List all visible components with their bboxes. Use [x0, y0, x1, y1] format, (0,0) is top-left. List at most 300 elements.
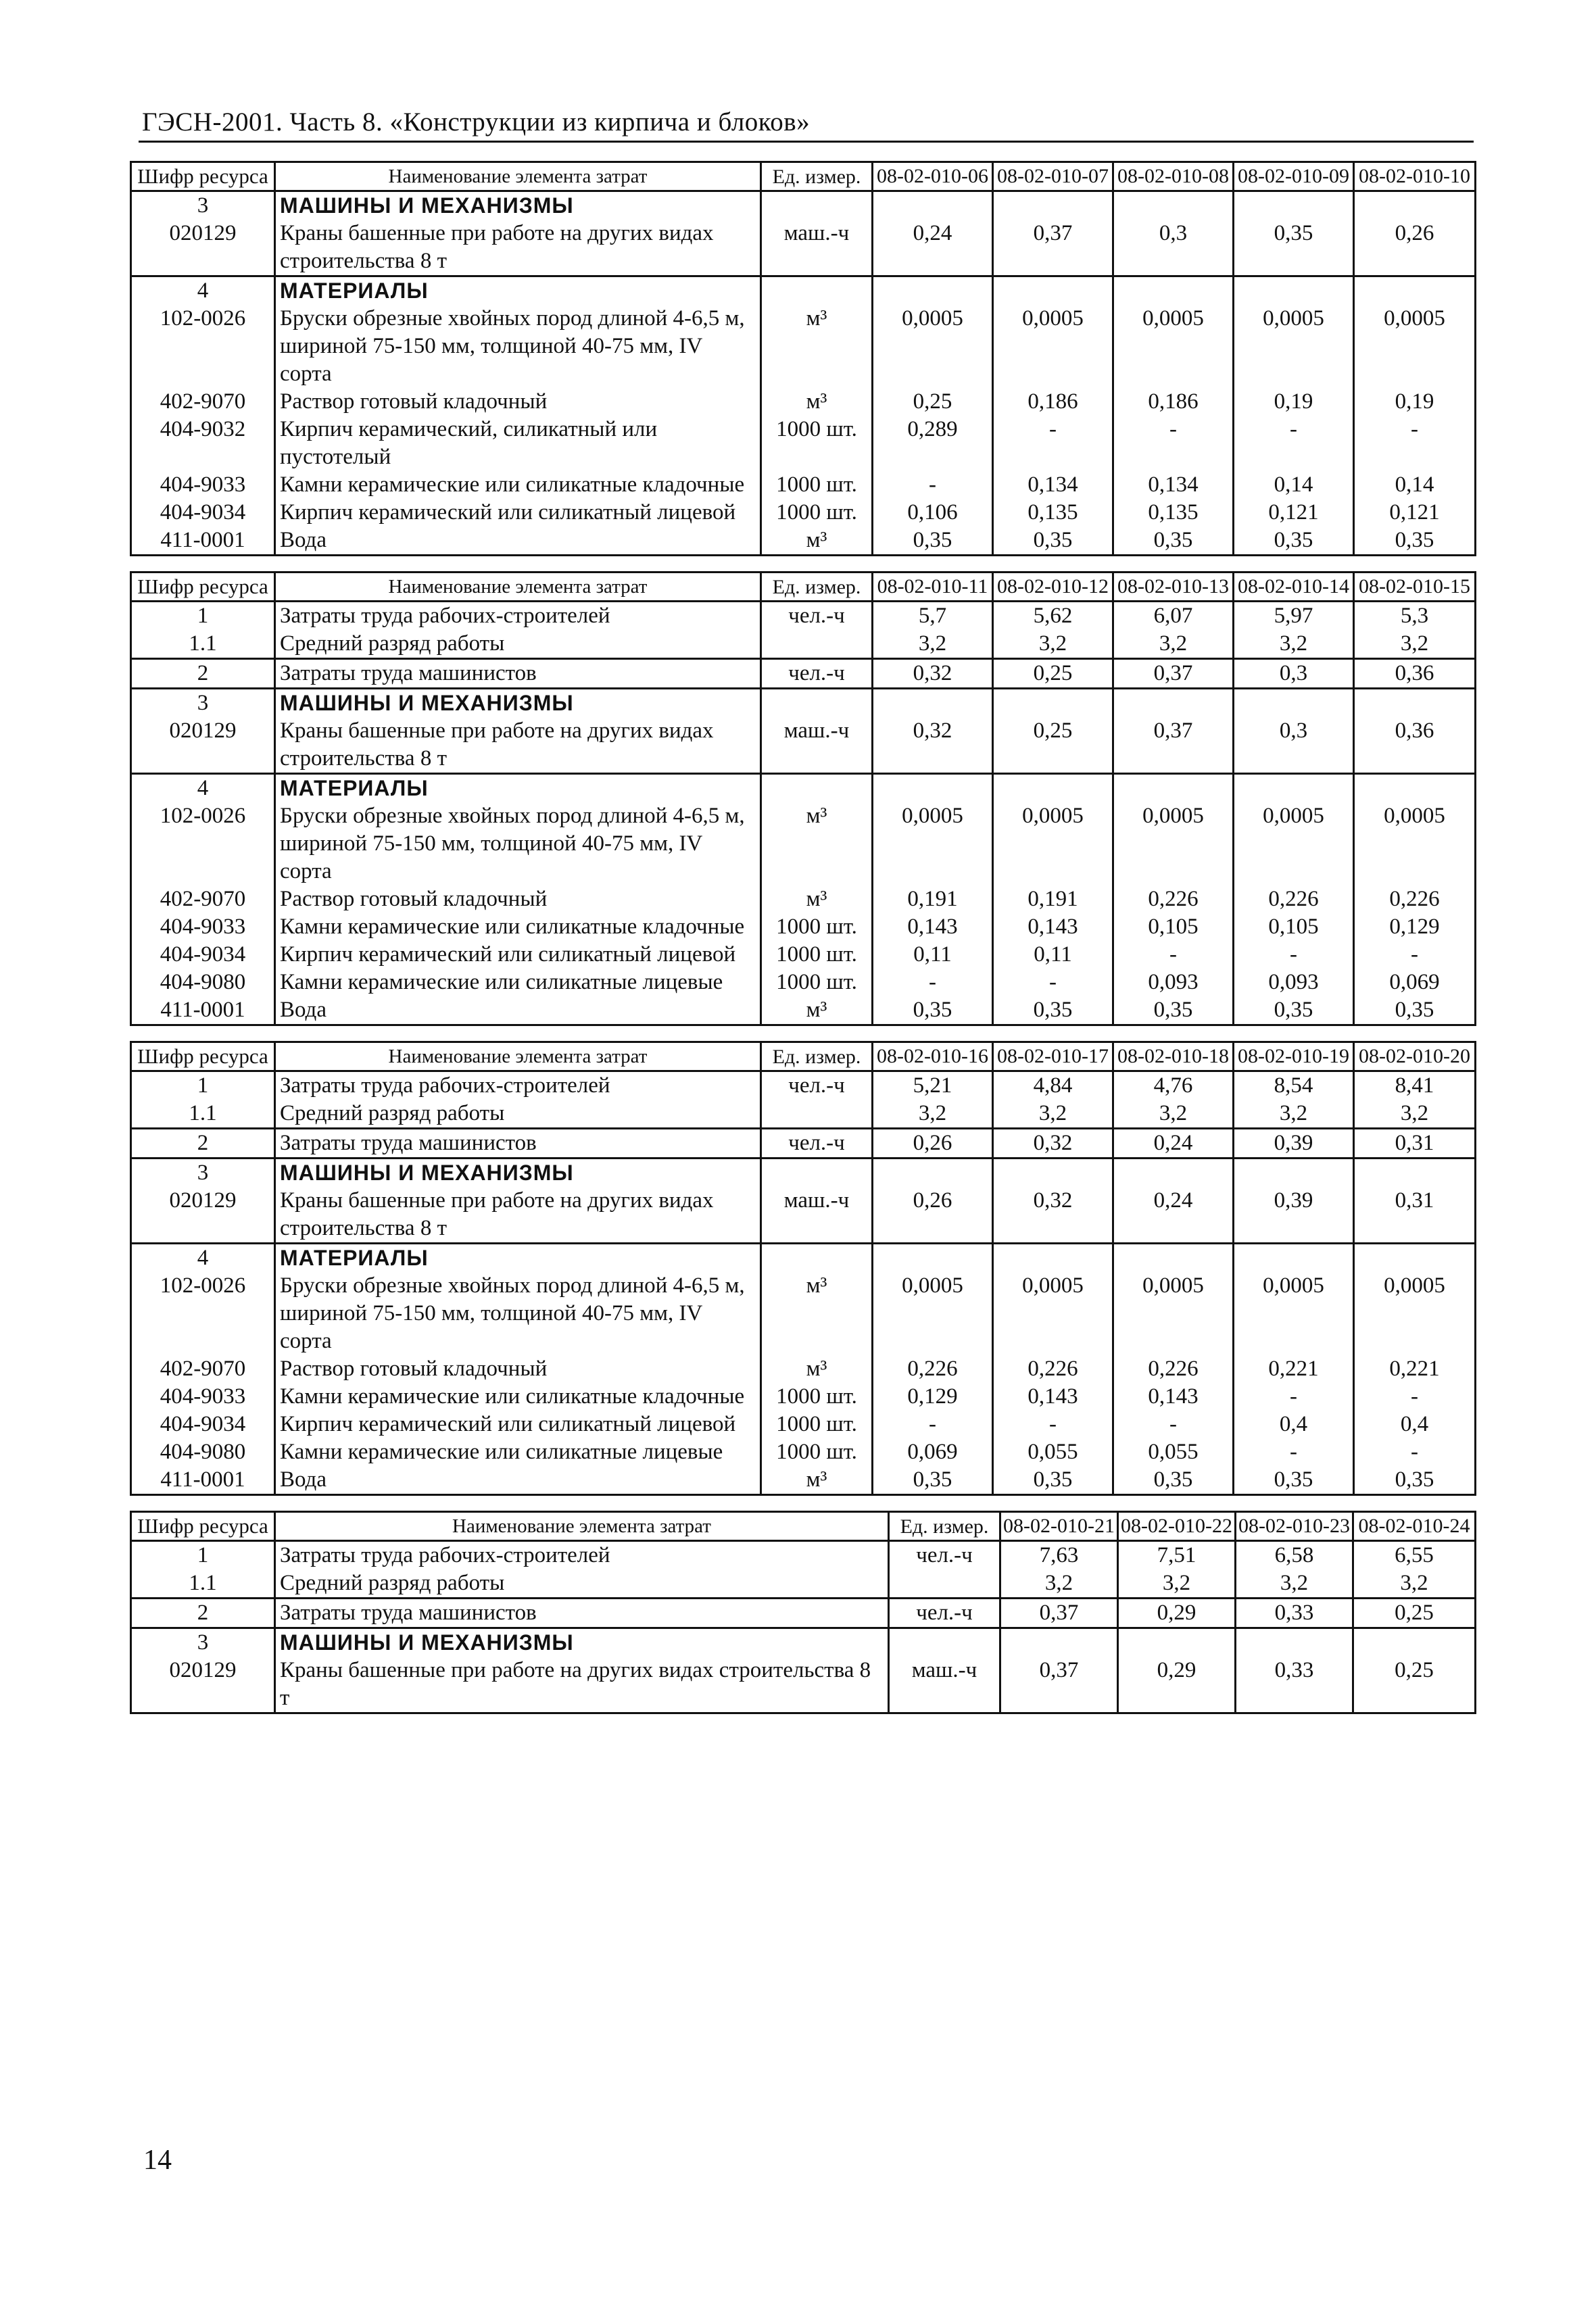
column-header-norm-code: 08-02-010-11	[873, 572, 993, 602]
norm-value: 0,25	[1353, 1599, 1476, 1628]
section-heading: МАТЕРИАЛЫ	[275, 276, 761, 306]
norm-value	[1234, 276, 1354, 306]
column-header-cipher: Шифр ресурса	[131, 1042, 275, 1071]
unit-of-measure: маш.-ч	[761, 220, 873, 276]
norm-value: 0,0005	[873, 305, 993, 388]
norm-value: 0,25	[1353, 1657, 1476, 1713]
resource-name: Камни керамические или силикатные кладочные	[275, 1383, 761, 1411]
resource-code: 402-9070	[131, 388, 275, 416]
norm-value: 0,37	[1113, 717, 1234, 774]
norm-value: 0,24	[1113, 1129, 1234, 1159]
resource-name: Бруски обрезные хвойных пород длиной 4-6,5 м, шириной 75-150 мм, толщиной 40-75 мм, IV сорта	[275, 802, 761, 885]
norm-value: -	[1113, 1411, 1234, 1438]
table-header-row	[131, 572, 1476, 602]
column-header-unit: Ед. измер.	[889, 1512, 1000, 1541]
table-row	[131, 416, 1476, 471]
resource-code: 411-0001	[131, 996, 275, 1025]
unit-of-measure: чел.-ч	[889, 1599, 1000, 1628]
norm-value	[993, 191, 1113, 220]
resource-code: 1	[131, 1071, 275, 1100]
resource-code: 404-9034	[131, 499, 275, 527]
norm-value: -	[1113, 941, 1234, 969]
norm-value: 0,36	[1354, 659, 1476, 689]
norm-value	[1354, 191, 1476, 220]
norm-value	[873, 276, 993, 306]
norm-value: 0,32	[873, 717, 993, 774]
unit-of-measure: 1000 шт.	[761, 969, 873, 996]
norm-value: 3,2	[1118, 1569, 1236, 1599]
norm-value: 3,2	[873, 1100, 993, 1129]
table-row	[131, 388, 1476, 416]
norm-value: 0,35	[1354, 1466, 1476, 1495]
resource-name: Камни керамические или силикатные лицевые	[275, 1438, 761, 1466]
norm-value: 0,33	[1236, 1657, 1353, 1713]
unit-of-measure: 1000 шт.	[761, 941, 873, 969]
norm-value: 0,191	[873, 885, 993, 913]
norm-value: 0,143	[1113, 1383, 1234, 1411]
table-row	[131, 913, 1476, 941]
norm-value: 0,226	[1113, 885, 1234, 913]
unit-of-measure: чел.-ч	[761, 602, 873, 631]
resource-name: Вода	[275, 996, 761, 1025]
table-header-row	[131, 1042, 1476, 1071]
resource-name: Раствор готовый кладочный	[275, 388, 761, 416]
norm-value: 0,11	[873, 941, 993, 969]
table-row	[131, 1071, 1476, 1100]
section-heading: МАШИНЫ И МЕХАНИЗМЫ	[275, 191, 761, 220]
norm-value: 0,35	[1234, 220, 1354, 276]
norm-value	[993, 1244, 1113, 1273]
norm-value: 0,121	[1354, 499, 1476, 527]
norm-value: 0,35	[1234, 527, 1354, 556]
resource-code: 2	[131, 1599, 275, 1628]
norm-value: 0,134	[993, 471, 1113, 499]
section-heading: МАШИНЫ И МЕХАНИЗМЫ	[275, 1159, 761, 1188]
norm-value: 0,24	[873, 220, 993, 276]
section-heading: МАТЕРИАЛЫ	[275, 1244, 761, 1273]
resource-code: 020129	[131, 1187, 275, 1244]
norm-value: 0,14	[1354, 471, 1476, 499]
norm-value: 3,2	[1234, 1100, 1354, 1129]
table-row	[131, 1599, 1476, 1628]
norm-value: 0,289	[873, 416, 993, 471]
resource-name: Кирпич керамический или силикатный лицевой	[275, 499, 761, 527]
norm-value: 0,35	[1113, 996, 1234, 1025]
resource-name: Средний разряд работы	[275, 630, 761, 659]
resource-code: 3	[131, 689, 275, 718]
unit-of-measure: 1000 шт.	[761, 1411, 873, 1438]
column-header-norm-code: 08-02-010-23	[1236, 1512, 1353, 1541]
resource-name: Средний разряд работы	[275, 1100, 761, 1129]
norm-value: 0,35	[993, 1466, 1113, 1495]
norm-value: 0,4	[1234, 1411, 1354, 1438]
resource-code: 404-9033	[131, 913, 275, 941]
unit-of-measure: м³	[761, 388, 873, 416]
norm-value: 0,093	[1234, 969, 1354, 996]
resource-code: 020129	[131, 717, 275, 774]
unit-of-measure: м³	[761, 885, 873, 913]
column-header-norm-code: 08-02-010-13	[1113, 572, 1234, 602]
unit-of-measure	[761, 1159, 873, 1188]
norm-value: 0,31	[1354, 1129, 1476, 1159]
resource-code: 102-0026	[131, 305, 275, 388]
table-row	[131, 659, 1476, 689]
resource-name: Краны башенные при работе на других видах строительства 8 т	[275, 1657, 889, 1713]
norm-value: 0,3	[1113, 220, 1234, 276]
unit-of-measure	[761, 630, 873, 659]
norm-value: 0,0005	[873, 802, 993, 885]
unit-of-measure: маш.-ч	[889, 1657, 1000, 1713]
norm-value	[1118, 1628, 1236, 1657]
norm-value: 0,35	[873, 527, 993, 556]
norm-value: 0,37	[1000, 1599, 1118, 1628]
norm-value: 0,143	[873, 913, 993, 941]
norm-value	[1234, 191, 1354, 220]
norm-value: 0,37	[1000, 1657, 1118, 1713]
resource-name: Камни керамические или силикатные лицевые	[275, 969, 761, 996]
norm-value: -	[1354, 1383, 1476, 1411]
norm-value: 0,221	[1234, 1355, 1354, 1383]
norm-value: 0,0005	[1113, 1272, 1234, 1355]
norm-value: 0,069	[873, 1438, 993, 1466]
norm-value: 0,226	[1354, 885, 1476, 913]
norm-value: 0,129	[873, 1383, 993, 1411]
norm-value: 0,35	[1234, 996, 1354, 1025]
norm-value: 0,121	[1234, 499, 1354, 527]
section-heading-row	[131, 191, 1476, 220]
column-header-norm-code: 08-02-010-22	[1118, 1512, 1236, 1541]
norm-value: 0,226	[1234, 885, 1354, 913]
norm-value: 0,35	[1234, 1466, 1354, 1495]
column-header-norm-code: 08-02-010-07	[993, 162, 1113, 191]
table-row	[131, 602, 1476, 631]
norm-value: 0,0005	[993, 1272, 1113, 1355]
resource-name: Затраты труда машинистов	[275, 1129, 761, 1159]
resource-name: Средний разряд работы	[275, 1569, 889, 1599]
resource-code: 3	[131, 1628, 275, 1657]
unit-of-measure: 1000 шт.	[761, 1438, 873, 1466]
resource-code: 404-9034	[131, 941, 275, 969]
unit-of-measure	[761, 774, 873, 803]
norm-value	[873, 191, 993, 220]
norm-value: 3,2	[993, 1100, 1113, 1129]
norm-value: -	[993, 969, 1113, 996]
resource-code: 404-9033	[131, 1383, 275, 1411]
resource-code: 402-9070	[131, 1355, 275, 1383]
column-header-norm-code: 08-02-010-17	[993, 1042, 1113, 1071]
norm-value: 0,35	[873, 996, 993, 1025]
norm-value: 0,39	[1234, 1187, 1354, 1244]
norm-value: 6,07	[1113, 602, 1234, 631]
norms-tables	[130, 161, 1474, 1729]
table-row	[131, 499, 1476, 527]
resource-name: Кирпич керамический, силикатный или пустотелый	[275, 416, 761, 471]
resource-name: Раствор готовый кладочный	[275, 885, 761, 913]
resource-name: Краны башенные при работе на других видах строительства 8 т	[275, 717, 761, 774]
table-row	[131, 1355, 1476, 1383]
norm-value: 8,54	[1234, 1071, 1354, 1100]
resource-code: 3	[131, 191, 275, 220]
column-header-norm-code: 08-02-010-19	[1234, 1042, 1354, 1071]
norm-value	[1113, 689, 1234, 718]
norm-value: -	[873, 1411, 993, 1438]
table-row	[131, 1541, 1476, 1570]
norm-value: 0,19	[1234, 388, 1354, 416]
resource-code: 4	[131, 1244, 275, 1273]
norm-value: 0,26	[1354, 220, 1476, 276]
norm-value: 0,19	[1354, 388, 1476, 416]
norm-value	[993, 774, 1113, 803]
norm-value: 0,105	[1234, 913, 1354, 941]
norm-value: 0,24	[1113, 1187, 1234, 1244]
resource-table	[130, 1511, 1476, 1714]
section-heading-row	[131, 1628, 1476, 1657]
norm-value: 5,7	[873, 602, 993, 631]
norm-value: 0,26	[873, 1187, 993, 1244]
norm-value: 0,35	[1354, 527, 1476, 556]
norm-value: -	[1234, 416, 1354, 471]
unit-of-measure: м³	[761, 527, 873, 556]
table-row	[131, 941, 1476, 969]
norm-value: 0,105	[1113, 913, 1234, 941]
norm-value: 0,25	[993, 659, 1113, 689]
resource-name: Кирпич керамический или силикатный лицевой	[275, 1411, 761, 1438]
page-number: 14	[143, 2145, 172, 2176]
resource-name: Затраты труда рабочих-строителей	[275, 1541, 889, 1570]
unit-of-measure	[761, 1244, 873, 1273]
resource-code: 020129	[131, 220, 275, 276]
resource-name: Раствор готовый кладочный	[275, 1355, 761, 1383]
resource-table	[130, 161, 1476, 556]
table-row	[131, 996, 1476, 1025]
norm-value: 0,0005	[1234, 305, 1354, 388]
norm-value: 0,3	[1234, 659, 1354, 689]
resource-code: 2	[131, 1129, 275, 1159]
unit-of-measure	[889, 1569, 1000, 1599]
norm-value	[1113, 276, 1234, 306]
unit-of-measure: 1000 шт.	[761, 471, 873, 499]
norm-value	[1234, 689, 1354, 718]
unit-of-measure: 1000 шт.	[761, 1383, 873, 1411]
norm-value: 0,0005	[1354, 802, 1476, 885]
norm-value: 3,2	[993, 630, 1113, 659]
norm-value: 0,0005	[873, 1272, 993, 1355]
norm-value: 0,191	[993, 885, 1113, 913]
unit-of-measure	[761, 1100, 873, 1129]
norm-value	[873, 1244, 993, 1273]
norm-value	[1236, 1628, 1353, 1657]
table-row	[131, 1657, 1476, 1713]
resource-code: 404-9033	[131, 471, 275, 499]
column-header-norm-code: 08-02-010-14	[1234, 572, 1354, 602]
section-heading-row	[131, 276, 1476, 306]
table-row	[131, 1129, 1476, 1159]
unit-of-measure	[761, 276, 873, 306]
unit-of-measure: м³	[761, 1466, 873, 1495]
column-header-unit: Ед. измер.	[761, 1042, 873, 1071]
resource-name: Затраты труда машинистов	[275, 659, 761, 689]
resource-code: 020129	[131, 1657, 275, 1713]
norm-value: -	[873, 969, 993, 996]
norm-value	[1354, 1159, 1476, 1188]
norm-value	[1000, 1628, 1118, 1657]
norm-value	[1113, 774, 1234, 803]
table-row	[131, 471, 1476, 499]
table-row	[131, 1383, 1476, 1411]
norm-value: 0,0005	[1354, 1272, 1476, 1355]
norm-value: 0,0005	[1354, 305, 1476, 388]
resource-code: 1.1	[131, 1100, 275, 1129]
resource-code: 4	[131, 774, 275, 803]
norm-value: 0,4	[1354, 1411, 1476, 1438]
norm-value: 3,2	[1354, 630, 1476, 659]
column-header-name: Наименование элемента затрат	[275, 1512, 889, 1541]
norm-value: 0,129	[1354, 913, 1476, 941]
column-header-name: Наименование элемента затрат	[275, 162, 761, 191]
table-row	[131, 1272, 1476, 1355]
section-heading-row	[131, 689, 1476, 718]
norm-value	[993, 1159, 1113, 1188]
norm-value: 0,37	[993, 220, 1113, 276]
table-header-row	[131, 162, 1476, 191]
resource-code: 102-0026	[131, 802, 275, 885]
resource-code: 1.1	[131, 630, 275, 659]
norm-value	[1113, 1159, 1234, 1188]
norm-value	[993, 276, 1113, 306]
table-header-row	[131, 1512, 1476, 1541]
column-header-norm-code: 08-02-010-18	[1113, 1042, 1234, 1071]
unit-of-measure: чел.-ч	[761, 1071, 873, 1100]
norm-value: -	[1234, 941, 1354, 969]
section-heading: МАШИНЫ И МЕХАНИЗМЫ	[275, 689, 761, 718]
norm-value: 0,35	[1113, 527, 1234, 556]
table-row	[131, 1466, 1476, 1495]
resource-code: 1.1	[131, 1569, 275, 1599]
norm-value: 0,35	[993, 527, 1113, 556]
norm-value: 0,37	[1113, 659, 1234, 689]
norm-value: 0,35	[1354, 996, 1476, 1025]
norm-value: -	[1234, 1438, 1354, 1466]
norm-value	[1234, 1159, 1354, 1188]
norm-value: 0,0005	[1113, 305, 1234, 388]
norm-value: 0,35	[1113, 1466, 1234, 1495]
table-row	[131, 1438, 1476, 1466]
norm-value	[873, 1159, 993, 1188]
column-header-norm-code: 08-02-010-06	[873, 162, 993, 191]
norm-value	[873, 689, 993, 718]
unit-of-measure: м³	[761, 996, 873, 1025]
norm-value: 0,14	[1234, 471, 1354, 499]
column-header-norm-code: 08-02-010-12	[993, 572, 1113, 602]
norm-value: 3,2	[1113, 1100, 1234, 1129]
resource-name: Краны башенные при работе на других видах строительства 8 т	[275, 1187, 761, 1244]
column-header-norm-code: 08-02-010-16	[873, 1042, 993, 1071]
norm-value: 0,29	[1118, 1599, 1236, 1628]
norm-value: 0,32	[993, 1129, 1113, 1159]
norm-value	[1234, 1244, 1354, 1273]
table-row	[131, 717, 1476, 774]
norm-value: 0,226	[873, 1355, 993, 1383]
table-row	[131, 630, 1476, 659]
table-row	[131, 305, 1476, 388]
norm-value: 3,2	[1236, 1569, 1353, 1599]
norm-value: 0,134	[1113, 471, 1234, 499]
norm-value: 0,25	[873, 388, 993, 416]
unit-of-measure: маш.-ч	[761, 1187, 873, 1244]
norm-value: 3,2	[1234, 630, 1354, 659]
resource-code: 404-9080	[131, 1438, 275, 1466]
norm-value: 0,31	[1354, 1187, 1476, 1244]
resource-name: Камни керамические или силикатные кладочные	[275, 913, 761, 941]
norm-value: 0,35	[993, 996, 1113, 1025]
norm-value: 0,186	[1113, 388, 1234, 416]
unit-of-measure: 1000 шт.	[761, 416, 873, 471]
norm-value: 0,135	[993, 499, 1113, 527]
norm-value	[1354, 774, 1476, 803]
resource-code: 1	[131, 602, 275, 631]
unit-of-measure: м³	[761, 802, 873, 885]
norm-value	[1354, 276, 1476, 306]
norm-value: 0,143	[993, 1383, 1113, 1411]
table-row	[131, 885, 1476, 913]
table-row	[131, 220, 1476, 276]
norm-value: 0,36	[1354, 717, 1476, 774]
resource-code: 1	[131, 1541, 275, 1570]
norm-value: 0,25	[993, 717, 1113, 774]
norm-value	[1354, 689, 1476, 718]
section-heading: МАШИНЫ И МЕХАНИЗМЫ	[275, 1628, 889, 1657]
unit-of-measure: маш.-ч	[761, 717, 873, 774]
norm-value: 0,0005	[1234, 802, 1354, 885]
norm-value: 0,186	[993, 388, 1113, 416]
norm-value: 7,51	[1118, 1541, 1236, 1570]
norm-value: 5,97	[1234, 602, 1354, 631]
norm-value: -	[873, 471, 993, 499]
norm-value	[1113, 191, 1234, 220]
resource-code: 411-0001	[131, 1466, 275, 1495]
norm-value: 0,106	[873, 499, 993, 527]
norm-value: 0,35	[873, 1466, 993, 1495]
norm-value: 0,226	[993, 1355, 1113, 1383]
resource-code: 3	[131, 1159, 275, 1188]
column-header-name: Наименование элемента затрат	[275, 572, 761, 602]
norm-value: 4,84	[993, 1071, 1113, 1100]
unit-of-measure: 1000 шт.	[761, 499, 873, 527]
resource-code: 404-9080	[131, 969, 275, 996]
resource-name: Бруски обрезные хвойных пород длиной 4-6,5 м, шириной 75-150 мм, толщиной 40-75 мм, IV сорта	[275, 1272, 761, 1355]
resource-name: Затраты труда рабочих-строителей	[275, 602, 761, 631]
norm-value: 6,55	[1353, 1541, 1476, 1570]
table-row	[131, 969, 1476, 996]
norm-value: -	[1354, 416, 1476, 471]
norm-value: 3,2	[873, 630, 993, 659]
column-header-norm-code: 08-02-010-15	[1354, 572, 1476, 602]
resource-code: 2	[131, 659, 275, 689]
norm-value: -	[1113, 416, 1234, 471]
resource-code: 404-9034	[131, 1411, 275, 1438]
column-header-unit: Ед. измер.	[761, 572, 873, 602]
norm-value	[1234, 774, 1354, 803]
norm-value	[1353, 1628, 1476, 1657]
resource-table	[130, 571, 1476, 1026]
norm-value: 0,33	[1236, 1599, 1353, 1628]
table-row	[131, 527, 1476, 556]
unit-of-measure: 1000 шт.	[761, 913, 873, 941]
section-heading-row	[131, 1244, 1476, 1273]
resource-name: Бруски обрезные хвойных пород длиной 4-6,5 м, шириной 75-150 мм, толщиной 40-75 мм, IV сорта	[275, 305, 761, 388]
resource-code: 102-0026	[131, 1272, 275, 1355]
norm-value: -	[1234, 1383, 1354, 1411]
